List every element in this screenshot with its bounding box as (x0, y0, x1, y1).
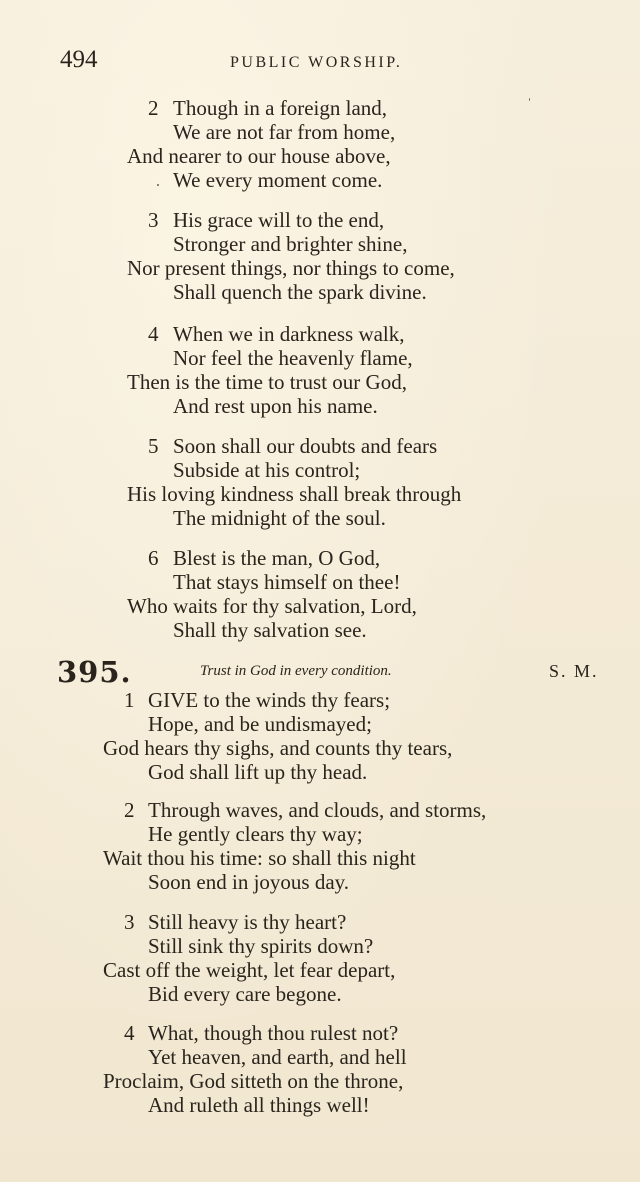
verse-line: Though in a foreign land, (173, 96, 388, 120)
page-header (0, 46, 640, 80)
verse-line: Still sink thy spirits down? (148, 934, 374, 958)
stanza-number: 3 (124, 910, 135, 934)
hymn-number: 395. (57, 655, 132, 689)
hymn-meter: S. M. (549, 661, 599, 681)
verse-line: Who waits for thy salvation, Lord, (127, 594, 417, 618)
verse-line: We are not far from home, (173, 120, 396, 144)
verse-line: Soon shall our doubts and fears (173, 434, 438, 458)
verse-line: Proclaim, God sitteth on the throne, (103, 1069, 404, 1093)
hymn-title: Trust in God in every condition. (200, 663, 392, 679)
verse-line: We every moment come. (173, 168, 383, 192)
verse-line: Stronger and brighter shine, (173, 232, 408, 256)
verse-line: Bid every care begone. (148, 982, 342, 1006)
hymn-395-heading (0, 655, 640, 689)
verse-line: Wait thou his time: so shall this night (103, 846, 416, 870)
print-speck (157, 184, 159, 186)
stanza-number: 3 (148, 208, 159, 232)
verse-line: Through waves, and clouds, and storms, (148, 798, 487, 822)
verse-line: GIVE to the winds thy fears; (148, 688, 391, 712)
verse-line: Nor feel the heavenly flame, (173, 346, 413, 370)
verse-line: Nor present things, nor things to come, (127, 256, 455, 280)
stanza-number: 4 (148, 322, 159, 346)
verse-line: God hears thy sighs, and counts thy tears, (103, 736, 453, 760)
verse-line: He gently clears thy way; (148, 822, 363, 846)
verse-line: Still heavy is thy heart? (148, 910, 347, 934)
verse-line: And ruleth all things well! (148, 1093, 370, 1117)
verse-line: The midnight of the soul. (173, 506, 386, 530)
stanza-number: 2 (124, 798, 135, 822)
verse-line: When we in darkness walk, (173, 322, 405, 346)
verse-line: Cast off the weight, let fear depart, (103, 958, 396, 982)
running-head: PUBLIC WORSHIP. (230, 54, 403, 71)
verse-line: Yet heaven, and earth, and hell (148, 1045, 407, 1069)
stanza-number: 1 (124, 688, 135, 712)
verse-line: Subside at his control; (173, 458, 361, 482)
stanza-number: 5 (148, 434, 159, 458)
page-number: 494 (60, 46, 98, 73)
verse-line: Shall thy salvation see. (173, 618, 367, 642)
verse-line: Hope, and be undismayed; (148, 712, 372, 736)
verse-line: Soon end in joyous day. (148, 870, 350, 894)
verse-line: Blest is the man, O God, (173, 546, 381, 570)
verse-line: Shall quench the spark divine. (173, 280, 427, 304)
stanza-number: 4 (124, 1021, 135, 1045)
verse-line: His grace will to the end, (173, 208, 385, 232)
verse-line: Then is the time to trust our God, (127, 370, 407, 394)
stanza-number: 6 (148, 546, 159, 570)
stanza-number: 2 (148, 96, 159, 120)
verse-line: What, though thou rulest not? (148, 1021, 399, 1045)
verse-line: And nearer to our house above, (127, 144, 391, 168)
verse-line: And rest upon his name. (173, 394, 378, 418)
verse-line: God shall lift up thy head. (148, 760, 368, 784)
verse-line: That stays himself on thee! (173, 570, 401, 594)
print-speck (529, 98, 530, 101)
verse-line: His loving kindness shall break through (127, 482, 462, 506)
